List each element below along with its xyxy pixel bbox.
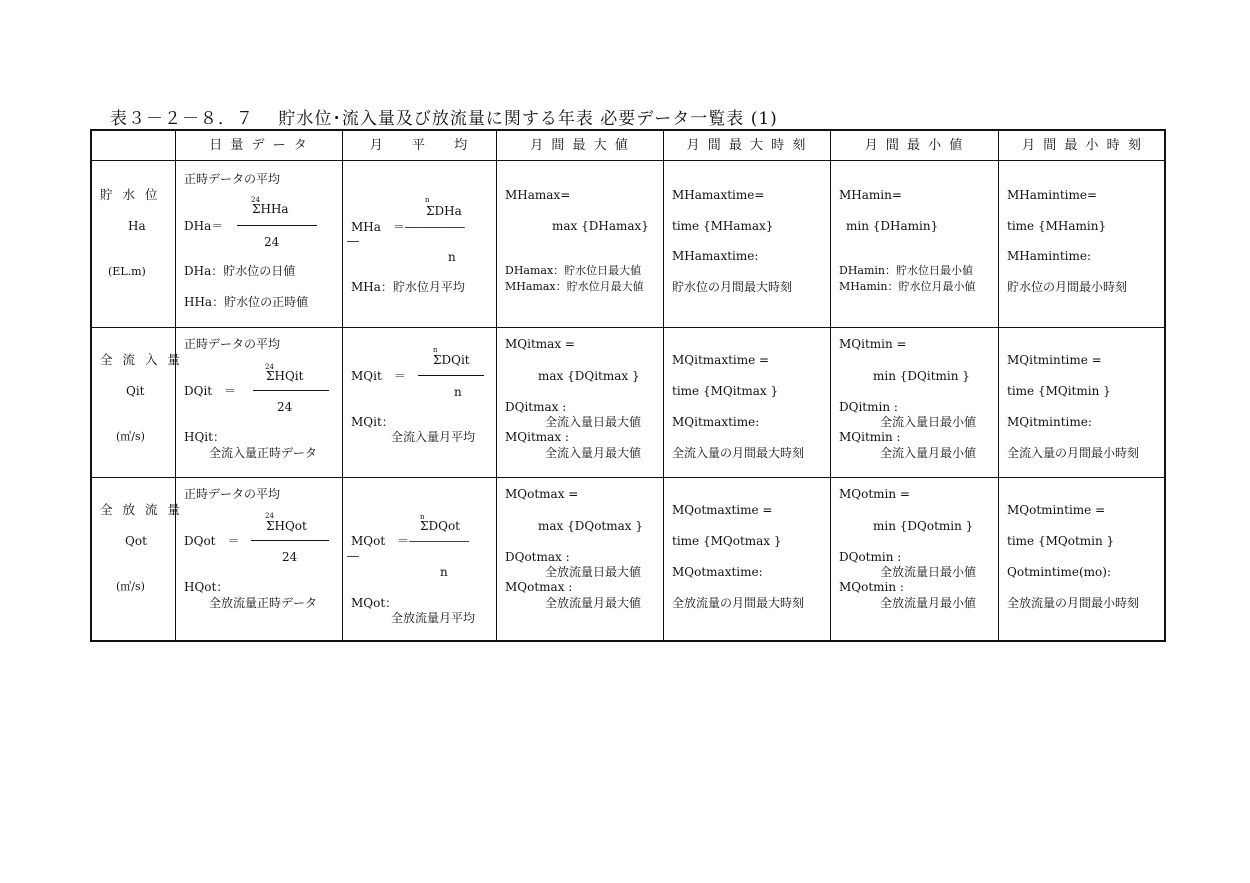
mintime-def-2: 貯水位の月間最小時刻 bbox=[1007, 280, 1128, 294]
monthly-def-2: 全放流量月平均 bbox=[391, 611, 476, 625]
fraction-bar bbox=[418, 375, 484, 376]
daily-denominator: 24 bbox=[282, 550, 298, 564]
row-label-name: 貯 水 位 bbox=[100, 187, 161, 202]
daily-denominator: 24 bbox=[277, 400, 293, 414]
monthly-numerator: ΣDQot bbox=[420, 519, 460, 533]
monthly-sum-limit: n bbox=[425, 196, 430, 204]
daily-def-1: HQot： bbox=[184, 580, 229, 594]
maxtime-formula-2: time {MQitmax } bbox=[672, 384, 779, 398]
min-def-1: DQitmin : bbox=[839, 400, 898, 414]
daily-def-1: DHa：貯水位の日値 bbox=[184, 264, 296, 278]
daily-numerator: ΣHHa bbox=[252, 202, 289, 216]
monthly-def-1: MQit： bbox=[351, 415, 394, 429]
column-divider bbox=[175, 131, 176, 640]
header-monthly-min: 月 間 最 小 値 bbox=[864, 138, 965, 153]
daily-sum-limit: 24 bbox=[251, 196, 260, 204]
maxtime-formula-1: MQotmaxtime = bbox=[672, 503, 773, 517]
max-def-2-text: 全流入量月最大値 bbox=[545, 446, 642, 460]
monthly-lhs: MQot ＝――――― bbox=[351, 534, 470, 548]
row-divider bbox=[92, 477, 1164, 478]
min-formula-1: MQitmin = bbox=[839, 337, 907, 351]
monthly-def-2: 全流入量月平均 bbox=[391, 430, 476, 444]
min-def-2-text: 全放流量月最小値 bbox=[880, 596, 977, 610]
daily-heading: 正時データの平均 bbox=[184, 172, 281, 186]
max-formula-1: MQitmax = bbox=[505, 337, 575, 351]
row-label-name: 全 放 流 量 bbox=[100, 502, 183, 517]
mintime-formula-1: MHamintime= bbox=[1007, 188, 1098, 202]
monthly-sum-limit: n bbox=[433, 346, 438, 354]
monthly-denominator: n bbox=[440, 565, 448, 579]
monthly-numerator: ΣDHa bbox=[426, 204, 462, 218]
monthly-def: MHa：貯水位月平均 bbox=[351, 280, 465, 294]
maxtime-formula-2: time {MQotmax } bbox=[672, 534, 782, 548]
mintime-def-1: Qotmintime(mo): bbox=[1007, 565, 1111, 579]
daily-lhs: DQot ＝ bbox=[184, 534, 240, 548]
mintime-def-1: MHamintime: bbox=[1007, 249, 1092, 263]
max-def-2: MHamax：貯水位月最大値 bbox=[505, 280, 644, 293]
max-formula-1: MHamax= bbox=[505, 188, 571, 202]
mintime-def-2: 全流入量の月間最小時刻 bbox=[1007, 446, 1140, 460]
daily-lhs: DHa＝ bbox=[184, 219, 224, 233]
header-monthly-max: 月 間 最 大 値 bbox=[530, 138, 630, 153]
min-formula-1: MQotmin = bbox=[839, 487, 910, 501]
monthly-lhs: MHa ＝――――― bbox=[351, 220, 465, 234]
column-divider bbox=[830, 131, 831, 640]
maxtime-formula-2: time {MHamax} bbox=[672, 219, 774, 233]
row-label-unit: (㎥/s) bbox=[116, 580, 145, 593]
max-def-1-text: 全流入量日最大値 bbox=[545, 415, 642, 429]
max-def-1-text: 全放流量日最大値 bbox=[545, 565, 642, 579]
min-def-2: MQitmin : bbox=[839, 430, 901, 444]
min-formula-2: min {DQotmin } bbox=[873, 519, 974, 533]
column-divider bbox=[663, 131, 664, 640]
daily-sum-limit: 24 bbox=[265, 363, 274, 371]
mintime-formula-2: time {MQitmin } bbox=[1007, 384, 1111, 398]
mintime-formula-1: MQotmintime = bbox=[1007, 503, 1106, 517]
row-label-unit: (EL.m) bbox=[108, 265, 146, 278]
column-divider bbox=[998, 131, 999, 640]
max-def-1: DQitmax : bbox=[505, 400, 567, 414]
daily-numerator: ΣHQot bbox=[266, 519, 307, 533]
min-formula-2: min {DHamin} bbox=[846, 219, 939, 233]
mintime-formula-2: time {MHamin} bbox=[1007, 219, 1107, 233]
row-label-symbol: Qit bbox=[126, 384, 145, 398]
mintime-def-1: MQitmintime: bbox=[1007, 415, 1092, 429]
row-divider bbox=[92, 327, 1164, 328]
max-formula-2: max {DQotmax } bbox=[538, 519, 644, 533]
max-def-1: DHamax：貯水位日最大値 bbox=[505, 264, 642, 277]
daily-def-1: HQit： bbox=[184, 430, 225, 444]
max-def-1: DQotmax : bbox=[505, 550, 570, 564]
max-def-2: MQotmax : bbox=[505, 580, 573, 594]
row-label-symbol: Ha bbox=[128, 219, 146, 233]
monthly-numerator: ΣDQit bbox=[433, 353, 470, 367]
max-formula-2: max {DQitmax } bbox=[538, 369, 640, 383]
data-table bbox=[90, 129, 1166, 642]
maxtime-def-2: 貯水位の月間最大時刻 bbox=[672, 280, 793, 294]
daily-def-2: HHa：貯水位の正時値 bbox=[184, 295, 309, 309]
daily-denominator: 24 bbox=[264, 235, 280, 249]
row-label-symbol: Qot bbox=[125, 534, 147, 548]
max-formula-2: max {DHamax} bbox=[552, 219, 649, 233]
mintime-formula-1: MQitmintime = bbox=[1007, 353, 1102, 367]
min-formula-1: MHamin= bbox=[839, 188, 902, 202]
daily-def-2: 全放流量正時データ bbox=[209, 596, 318, 610]
monthly-denominator: n bbox=[454, 385, 462, 399]
daily-heading: 正時データの平均 bbox=[184, 487, 281, 501]
row-label-name: 全 流 入 量 bbox=[100, 352, 183, 367]
min-def-1-text: 全流入量日最小値 bbox=[880, 415, 977, 429]
fraction-bar bbox=[251, 540, 329, 541]
table-title: 表３－２－８．７ 貯水位･流入量及び放流量に関する年表 必要データ一覧表 (1) bbox=[110, 109, 778, 129]
daily-heading: 正時データの平均 bbox=[184, 337, 281, 351]
header-daily: 日 量 デ ー タ bbox=[209, 138, 309, 153]
column-divider bbox=[342, 131, 343, 640]
daily-numerator: ΣHQit bbox=[266, 369, 304, 383]
mintime-formula-2: time {MQotmin } bbox=[1007, 534, 1115, 548]
min-def-1: DHamin：貯水位日最小値 bbox=[839, 264, 974, 277]
daily-sum-limit: 24 bbox=[265, 512, 274, 520]
min-def-2: MQotmin : bbox=[839, 580, 904, 594]
maxtime-def-2: 全放流量の月間最大時刻 bbox=[672, 596, 805, 610]
daily-def-2: 全流入量正時データ bbox=[209, 446, 318, 460]
min-def-1: DQotmin : bbox=[839, 550, 902, 564]
fraction-bar bbox=[237, 225, 317, 226]
column-divider bbox=[496, 131, 497, 640]
daily-lhs: DQit ＝ bbox=[184, 384, 237, 398]
maxtime-def-2: 全流入量の月間最大時刻 bbox=[672, 446, 805, 460]
monthly-dash: ― bbox=[347, 234, 359, 248]
min-def-1-text: 全放流量日最小値 bbox=[880, 565, 977, 579]
min-formula-2: min {DQitmin } bbox=[873, 369, 970, 383]
monthly-lhs: MQit ＝ bbox=[351, 369, 406, 383]
header-monthly-min-time: 月 間 最 小 時 刻 bbox=[1022, 138, 1143, 153]
maxtime-formula-1: MHamaxtime= bbox=[672, 188, 765, 202]
maxtime-def-1: MHamaxtime: bbox=[672, 249, 759, 263]
maxtime-def-1: MQitmaxtime: bbox=[672, 415, 760, 429]
maxtime-formula-1: MQitmaxtime = bbox=[672, 353, 770, 367]
min-def-2: MHamin：貯水位月最小値 bbox=[839, 280, 976, 293]
mintime-def-2: 全放流量の月間最小時刻 bbox=[1007, 596, 1140, 610]
header-monthly-average: 月 平 均 bbox=[369, 138, 470, 153]
monthly-sum-limit: n bbox=[420, 513, 425, 521]
monthly-dash: ― bbox=[347, 549, 359, 563]
fraction-bar bbox=[253, 390, 329, 391]
min-def-2-text: 全流入量月最小値 bbox=[880, 446, 977, 460]
max-formula-1: MQotmax = bbox=[505, 487, 579, 501]
monthly-denominator: n bbox=[448, 250, 456, 264]
max-def-2-text: 全放流量月最大値 bbox=[545, 596, 642, 610]
monthly-def-1: MQot： bbox=[351, 596, 398, 610]
row-label-unit: (㎥/s) bbox=[116, 430, 145, 443]
max-def-2: MQitmax : bbox=[505, 430, 569, 444]
maxtime-def-1: MQotmaxtime: bbox=[672, 565, 763, 579]
header-monthly-max-time: 月 間 最 大 時 刻 bbox=[686, 138, 808, 153]
